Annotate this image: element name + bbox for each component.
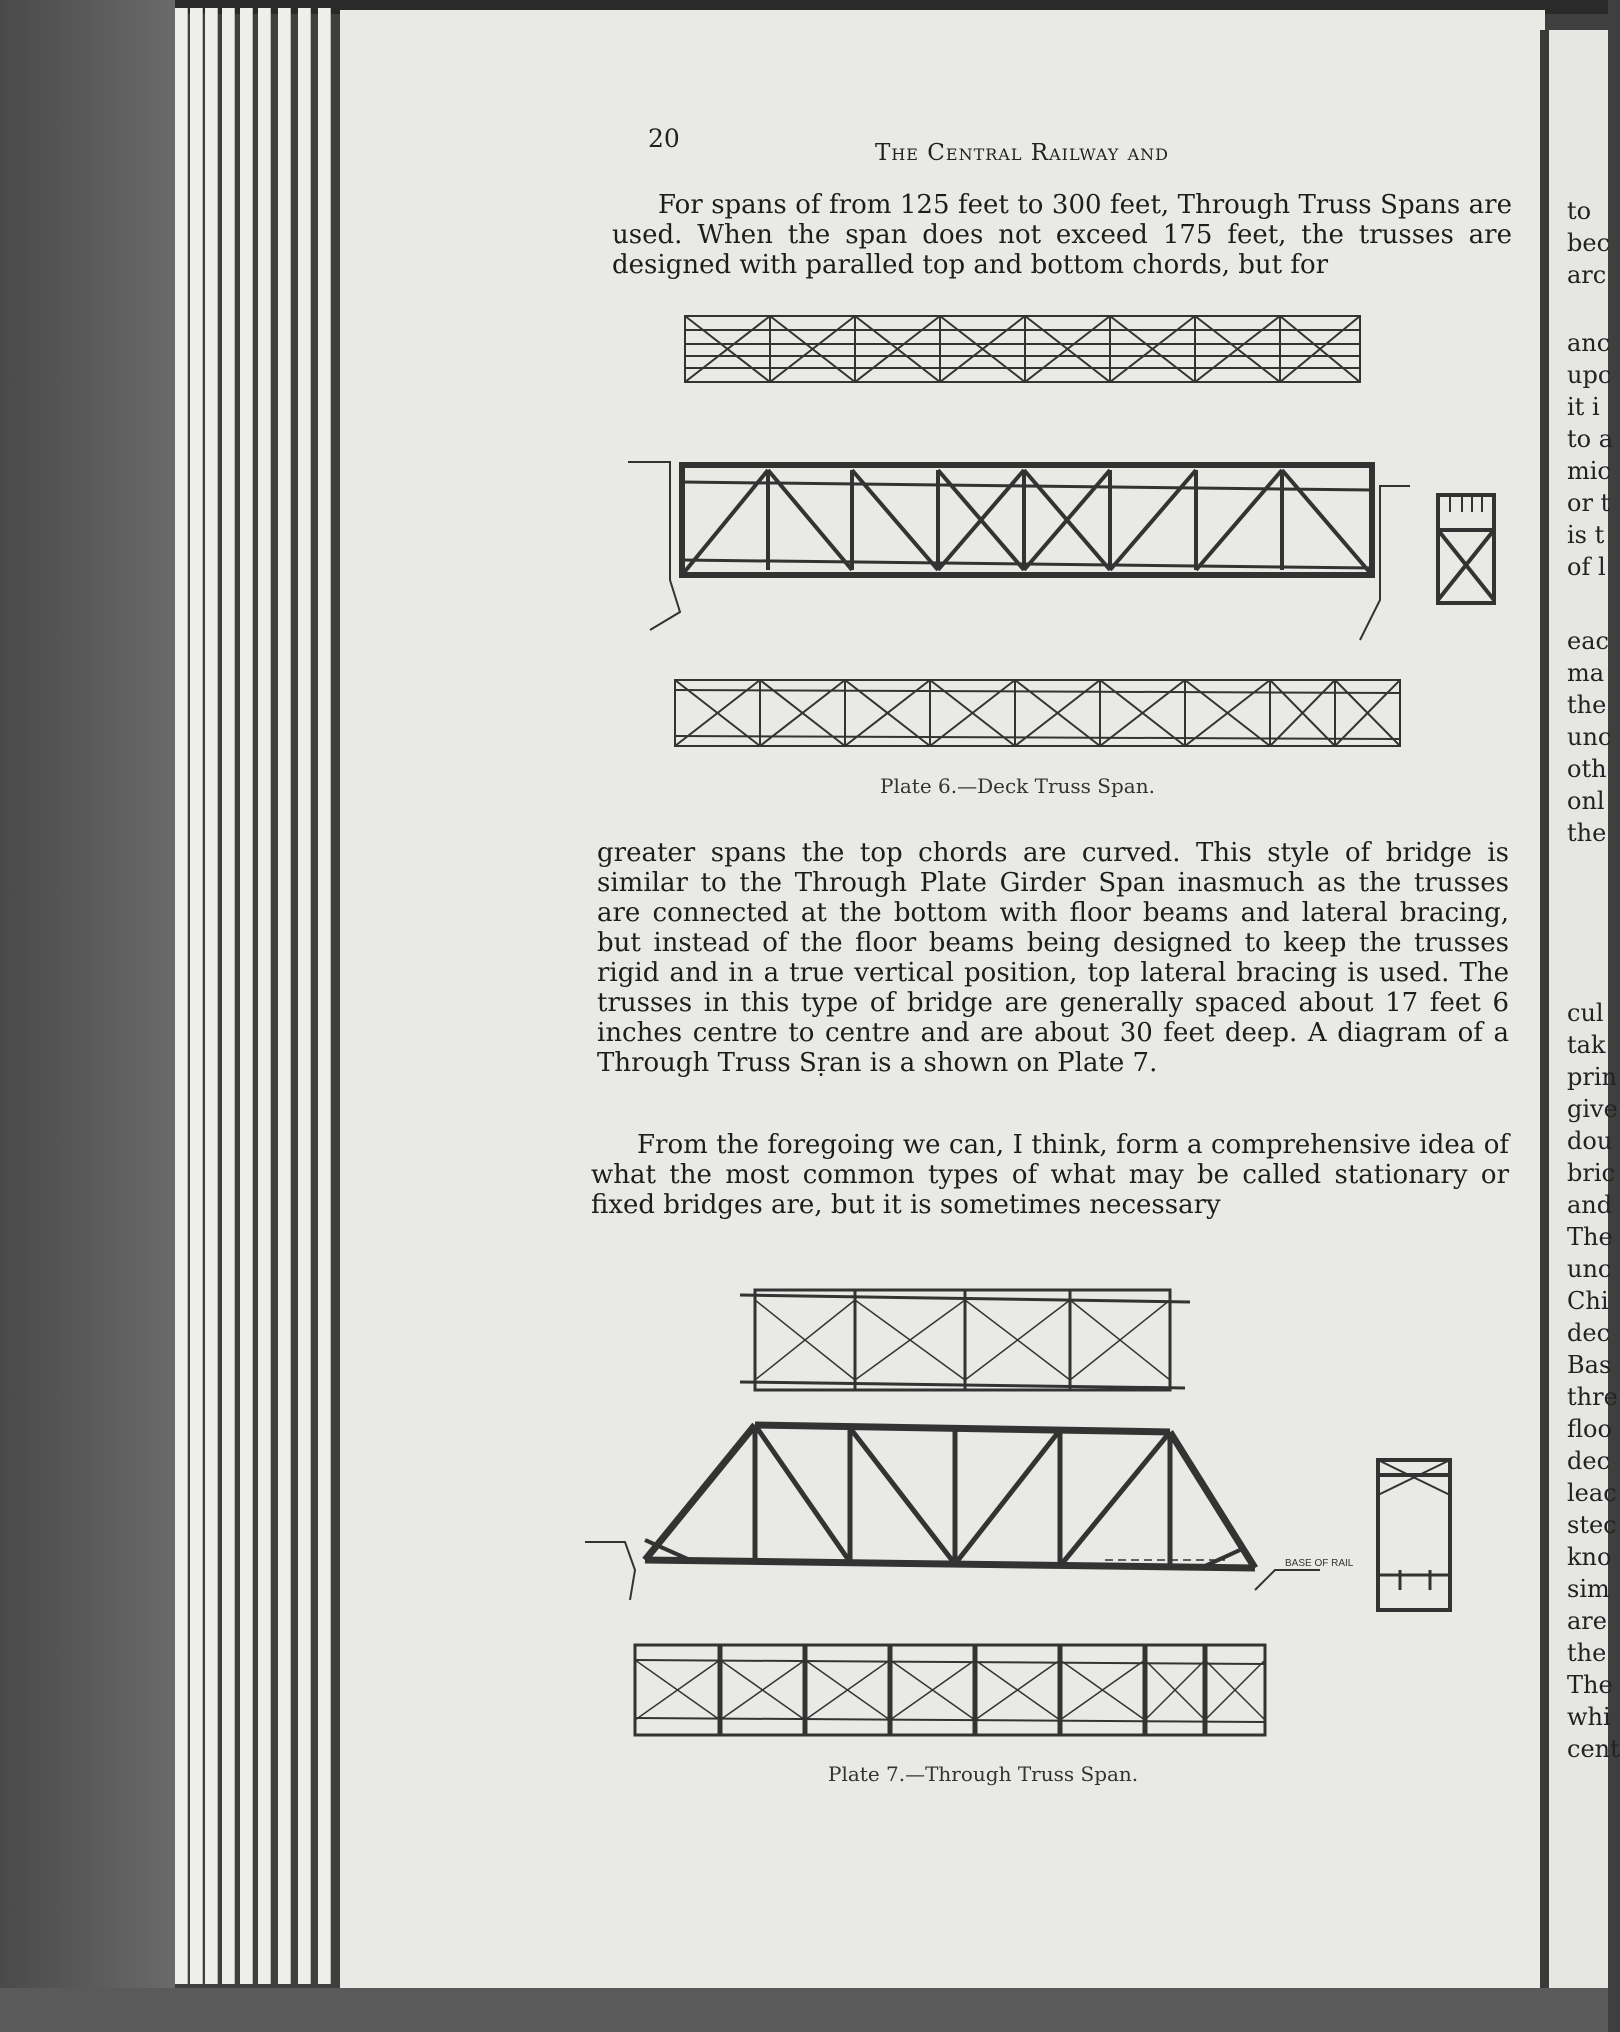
plate-7-diagram: [585, 1270, 1365, 1750]
paragraph-intro: For spans of from 125 feet to 300 feet, Through Truss Spans are used. When the span does not exceed 175 feet, the trusses are designed with paralled top and bottom chords, but for: [612, 190, 1512, 280]
facing-page-text-fragment: unc: [1567, 723, 1612, 751]
plate6-end-section: [1438, 495, 1494, 603]
facing-page-text-fragment: kno: [1567, 1543, 1612, 1571]
facing-page-text-fragment: the: [1567, 819, 1607, 847]
page-stack-edge: [240, 8, 253, 1984]
book-spine: [1540, 30, 1549, 1990]
facing-page-text-fragment: dou: [1567, 1127, 1613, 1155]
facing-page-text-fragment: to: [1567, 197, 1592, 225]
facing-page-text-fragment: whi: [1567, 1703, 1611, 1731]
facing-page-text-fragment: the: [1567, 1639, 1607, 1667]
facing-page-text-fragment: cul: [1567, 999, 1604, 1027]
page-stack-edge: [222, 8, 235, 1984]
paragraph-through-truss: greater spans the top chords are curved. This style of bridge is similar to the Through Plate Girder Span inasmuch as the trusses are connected at the bottom with floor beams and lateral bracing, but instead of the floor beams being designed to keep the trusses rigid and in a true vertical position, top lateral bracing is used. The trusses in this type of bridge are generally spaced about 17 feet 6 inches centre to centre and are about 30 feet deep. A diagram of a Through Truss Sṛan is a shown on Plate 7.: [597, 838, 1509, 1078]
facing-page-text-fragment: cent: [1567, 1735, 1620, 1763]
scan-bottom-edge: [0, 1988, 1608, 2032]
plate6-elevation: [628, 462, 1410, 640]
facing-page-text-fragment: prin: [1567, 1063, 1617, 1091]
facing-page-text-fragment: tak: [1567, 1031, 1606, 1059]
facing-page-text-fragment: dec: [1567, 1447, 1611, 1475]
plate7-bottom-plan: [635, 1645, 1265, 1735]
facing-page-text-fragment: bec: [1567, 229, 1611, 257]
page-stack-edge: [175, 8, 188, 1984]
facing-page-text-fragment: Bas: [1567, 1351, 1612, 1379]
plate6-top-plan: [685, 316, 1360, 382]
facing-page-text-fragment: unc: [1567, 1255, 1612, 1283]
facing-page-text-fragment: floo: [1567, 1415, 1612, 1443]
facing-page: [1549, 30, 1620, 1990]
facing-page-text-fragment: arc: [1567, 261, 1607, 289]
plate6-bottom-plan: [675, 680, 1400, 746]
facing-page-text-fragment: or t: [1567, 489, 1611, 517]
running-head: The Central Railway and: [875, 140, 1170, 166]
facing-page-text-fragment: bric: [1567, 1159, 1615, 1187]
plate-7-caption: Plate 7.—Through Truss Span.: [828, 1762, 1139, 1786]
facing-page-text-fragment: ma: [1567, 659, 1605, 687]
facing-page-text-fragment: anc: [1567, 329, 1611, 357]
paragraph-foregoing: From the foregoing we can, I think, form a comprehensive idea of what the most common types of what may be called stationary or fixed bridges are, but it is sometimes necessary: [591, 1130, 1509, 1220]
facing-page-text-fragment: are: [1567, 1607, 1607, 1635]
scan-background-left: [0, 0, 175, 2032]
plate-6-diagram: [620, 300, 1500, 780]
facing-page-text-fragment: it i: [1567, 393, 1600, 421]
page-number: 20: [648, 124, 680, 153]
facing-page-text-fragment: onl: [1567, 787, 1605, 815]
page-stack-edge: [278, 8, 291, 1984]
page-stack-edge: [258, 8, 271, 1984]
facing-page-text-fragment: Chi: [1567, 1287, 1609, 1315]
facing-page-text-fragment: The: [1567, 1671, 1613, 1699]
page-stack-edge: [190, 8, 203, 1984]
facing-page-text-fragment: give: [1567, 1095, 1618, 1123]
facing-page-text-fragment: the: [1567, 691, 1607, 719]
facing-page-text-fragment: eac: [1567, 627, 1609, 655]
facing-page-text-fragment: oth: [1567, 755, 1607, 783]
page-stack-edge: [205, 8, 218, 1984]
facing-page-text-fragment: dec: [1567, 1319, 1611, 1347]
facing-page-text-fragment: thre: [1567, 1383, 1618, 1411]
page-stack-edge: [298, 8, 311, 1984]
facing-page-text-fragment: and: [1567, 1191, 1613, 1219]
facing-page-text-fragment: of l: [1567, 553, 1606, 581]
plate-6-caption: Plate 6.—Deck Truss Span.: [880, 774, 1155, 798]
facing-page-text-fragment: upc: [1567, 361, 1612, 389]
facing-page-text-fragment: mic: [1567, 457, 1611, 485]
page-stack-edge: [318, 8, 331, 1984]
facing-page-text-fragment: sim: [1567, 1575, 1610, 1603]
plate7-top-plan: [740, 1290, 1190, 1390]
facing-page-text-fragment: to a: [1567, 425, 1614, 453]
plate-7-rail-label: BASE OF RAIL: [1285, 1558, 1354, 1569]
facing-page-text-fragment: leac: [1567, 1479, 1617, 1507]
plate7-elevation: [585, 1425, 1320, 1600]
facing-page-text-fragment: The: [1567, 1223, 1613, 1251]
facing-page-text-fragment: stec: [1567, 1511, 1617, 1539]
facing-page-text-fragment: is t: [1567, 521, 1605, 549]
